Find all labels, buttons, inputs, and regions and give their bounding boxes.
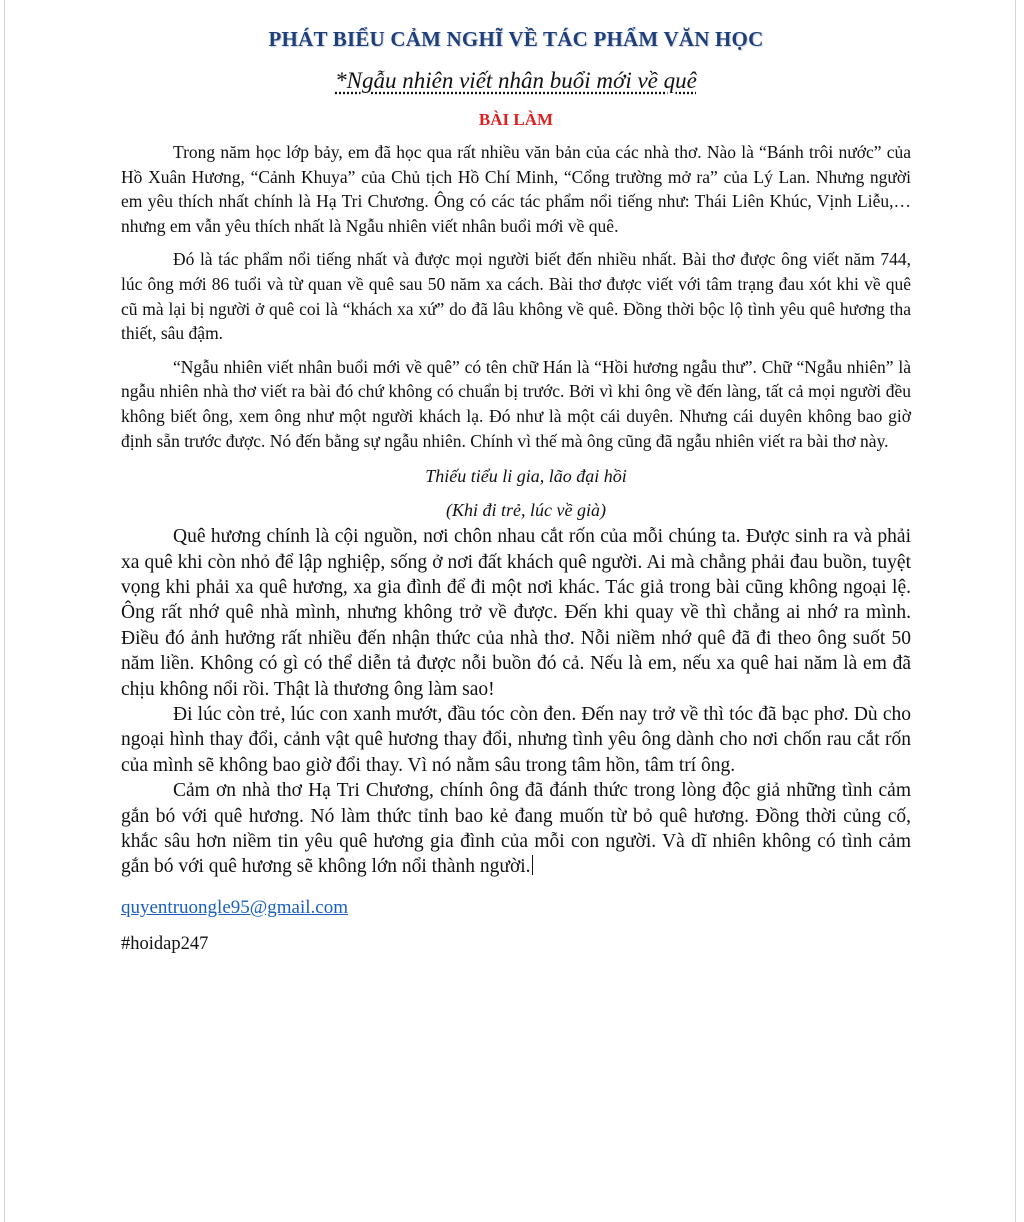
- paragraph-intro-1: Trong năm học lớp bảy, em đã học qua rất nhiều văn bản của các nhà thơ. Nào là “Bánh trôi nước” của Hồ Xuân Hương, “Cảnh Khuya” của Chủ tịch Hồ Chí Minh, “Cổng trường mở ra” của Lý Lan. Nhưng người em yêu thích nhất chính là Hạ Tri Chương. Ông có các tác phẩm nổi tiếng như: Thái Liên Khúc, Vịnh Liễu,…nhưng em vẫn yêu thích nhất là Ngẫu nhiên viết nhân buổi mới về quê.: [121, 142, 911, 236]
- email-link[interactable]: quyentruongle95@gmail.com: [121, 896, 348, 918]
- essay-heading: BÀI LÀM: [478, 110, 554, 129]
- document-subtitle: *Ngẫu nhiên viết nhân buổi mới về quê: [335, 68, 697, 93]
- document-title: PHÁT BIỂU CẢM NGHĨ VỀ TÁC PHẨM VĂN HỌC: [268, 27, 764, 51]
- paragraph-body-1: Quê hương chính là cội nguồn, nơi chôn nhau cắt rốn của mỗi chúng ta. Được sinh ra và phải xa quê khi còn nhỏ để lập nghiệp, sống ở nơi đất khách quê người. Ai mà chẳng phải đau buồn, tuyệt vọng khi phải xa quê hương, xa gia đình để đi một nơi khác. Tác giả trong bài cũng không ngoại lệ. Ông rất nhớ quê nhà mình, nhưng không trở về được. Đến khi quay về thì chẳng ai nhớ ra mình. Điều đó ảnh hưởng rất nhiều đến nhận thức của nhà thơ. Nỗi niềm nhớ quê đã đi theo ông suốt 50 năm liền. Không có gì có thể diễn tả được nỗi buồn đó cả. Nếu là em, nếu xa quê hai năm là em đã chịu không nổi rồi. Thật là thương ông làm sao!: [121, 526, 911, 700]
- paragraph-body-2: Đi lúc còn trẻ, lúc con xanh mướt, đầu tóc còn đen. Đến nay trở về thì tóc đã bạc phơ. Dù cho ngoại hình thay đổi, cảnh vật quê hương thay đổi, nhưng tình yêu ông dành cho nơi chốn rau cắt rốn của mình sẽ không bao giờ đổi thay. Vì nó nằm sâu trong tâm hồn, tâm trí ông.: [121, 703, 911, 776]
- verse-translation: (Khi đi trẻ, lúc về già): [446, 500, 606, 521]
- paragraph-body-3-text: Cảm ơn nhà thơ Hạ Tri Chương, chính ông đã đánh thức trong lòng độc giả những tình cảm gắn bó với quê hương. Nó làm thức tỉnh bao kẻ đang muốn từ bỏ quê hương. Đồng thời củng cố, khắc sâu hơn niềm tin yêu quê hương gia đình của mỗi con người. Và dĩ nhiên không có tình cảm gắn bó với quê hương sẽ không lớn nổi thành người.: [121, 780, 911, 878]
- text-cursor: [532, 855, 533, 875]
- verse-line: Thiếu tiểu li gia, lão đại hồi: [425, 466, 627, 487]
- paragraph-body-3: [121, 778, 911, 880]
- paragraph-intro-3: “Ngẫu nhiên viết nhân buổi mới về quê” có tên chữ Hán là “Hồi hương ngẫu thư”. Chữ “Ngẫu nhiên” là ngẫu nhiên nhà thơ viết ra bài đó chứ không có chuẩn bị trước. Bởi vì khi ông về đến làng, tất cả mọi người đều không biết ông, xem ông như một người khách lạ. Đó như là một cái duyên. Nhưng cái duyên không bao giờ định sẵn trước được. Nó đến bằng sự ngẫu nhiên. Chính vì thế mà ông cũng đã ngẫu nhiên viết ra bài thơ này.: [121, 356, 911, 451]
- hashtag: #hoidap247: [121, 933, 209, 954]
- paragraph-intro-2: Đó là tác phẩm nổi tiếng nhất và được mọi người biết đến nhiều nhất. Bài thơ được ông viết năm 744, lúc ông mới 86 tuổi và từ quan về quê sau 50 năm xa cách. Bài thơ được viết với tâm trạng đau xót khi về quê cũ mà lại bị người ở quê coi là “khách xa xứ” do đã lâu không về quê. Đồng thời bộc lộ tình yêu quê hương tha thiết, sâu đậm.: [121, 249, 911, 344]
- document-page: [121, 22, 911, 958]
